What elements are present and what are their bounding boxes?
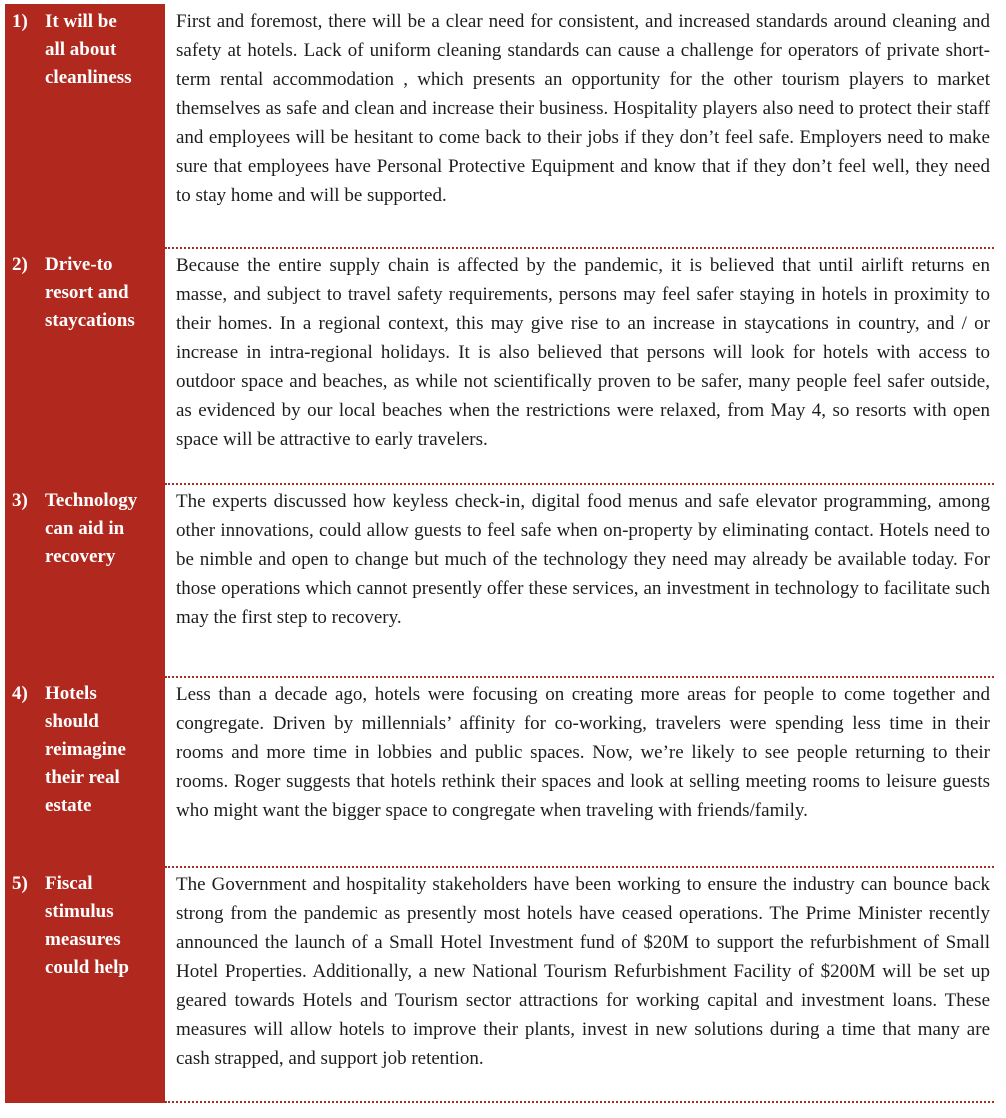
section-number: 2): [12, 254, 28, 275]
section-number: 1): [12, 11, 28, 32]
section-heading: Hotels should reimagine their real estate: [45, 683, 126, 816]
section-heading-cell: [0, 483, 165, 676]
table-row: [0, 4, 1006, 247]
section-heading-cell: [0, 247, 165, 483]
section-body: First and foremost, there will be a clear need for consistent, and increased standards around cleaning and safety at hotels. Lack of uniform cleaning standards can cause a challenge for operators of private short-term rental accommodation , which presents an opportunity for the other tourism players to market themselves as safe and clean and increase their business. Hospitality players also need to protect their staff and employees will be hesitant to come back to their jobs if they don’t feel safe. Employers need to make sure that employees have Personal Protective Equipment and know that if they don’t feel well, they need to stay home and will be supported.: [176, 11, 990, 206]
hotel-recovery-table: [0, 4, 1006, 1103]
table-row: [0, 676, 1006, 866]
section-number: 5): [12, 873, 28, 894]
table-row: [0, 483, 1006, 676]
section-number: 4): [12, 683, 28, 704]
section-body: Less than a decade ago, hotels were focusing on creating more areas for people to come together and congregate. Driven by millennials’ affinity for co-working, travelers were spending less time in their rooms and more time in lobbies and public spaces. Now, we’re likely to see people returning to their rooms. Roger suggests that hotels rethink their spaces and look at selling meeting rooms to leisure guests who might want the bigger space to congregate when traveling with friends/family.: [165, 676, 994, 866]
section-heading: Drive-to resort and staycations: [45, 254, 135, 331]
section-body: Because the entire supply chain is affected by the pandemic, it is believed that until airlift returns en masse, and subject to travel safety requirements, persons may feel safer staying in hotels in proximity to their homes. In a regional context, this may give rise to an increase in staycations in country, and / or increase in intra-regional holidays. It is also believed that persons will look for hotels with access to outdoor space and beaches, as while not scientifically proven to be safer, many people feel safer outside, as evidenced by our local beaches when the restrictions were relaxed, from May 4, so resorts with open space will be attractive to early travelers.: [165, 247, 994, 483]
section-heading-cell: [0, 676, 165, 866]
section-number: 3): [12, 490, 28, 511]
section-body: The Government and hospitality stakeholders have been working to ensure the industry can bounce back strong from the pandemic as presently most hotels have ceased operations. The Prime Minister recently announced the launch of a Small Hotel Investment fund of $20M to support the refurbishment of Small Hotel Properties. Additionally, a new National Tourism Refurbishment Facility of $200M will be set up geared towards Hotels and Tourism sector attractions for working capital and investment loans. These measures will allow hotels to improve their plants, invest in new solutions during a time that many are cash strapped, and support job retention.: [165, 866, 994, 1103]
section-heading: It will be all about cleanliness: [45, 11, 132, 88]
section-heading-cell: [0, 866, 165, 1103]
section-heading: Fiscal stimulus measures could help: [45, 873, 129, 978]
section-body: The experts discussed how keyless check-in, digital food menus and safe elevator programming, among other innovations, could allow guests to feel safe when on-property by eliminating contact. Hotels need to be nimble and open to change but much of the technology they need may already be available today. For those operations which cannot presently offer these services, an investment in technology to facilitate such may the first step to recovery.: [165, 483, 994, 676]
section-heading: Technology can aid in recovery: [45, 490, 138, 567]
table-row: [0, 866, 1006, 1103]
table-row: [0, 247, 1006, 483]
section-heading-cell: [0, 4, 165, 247]
